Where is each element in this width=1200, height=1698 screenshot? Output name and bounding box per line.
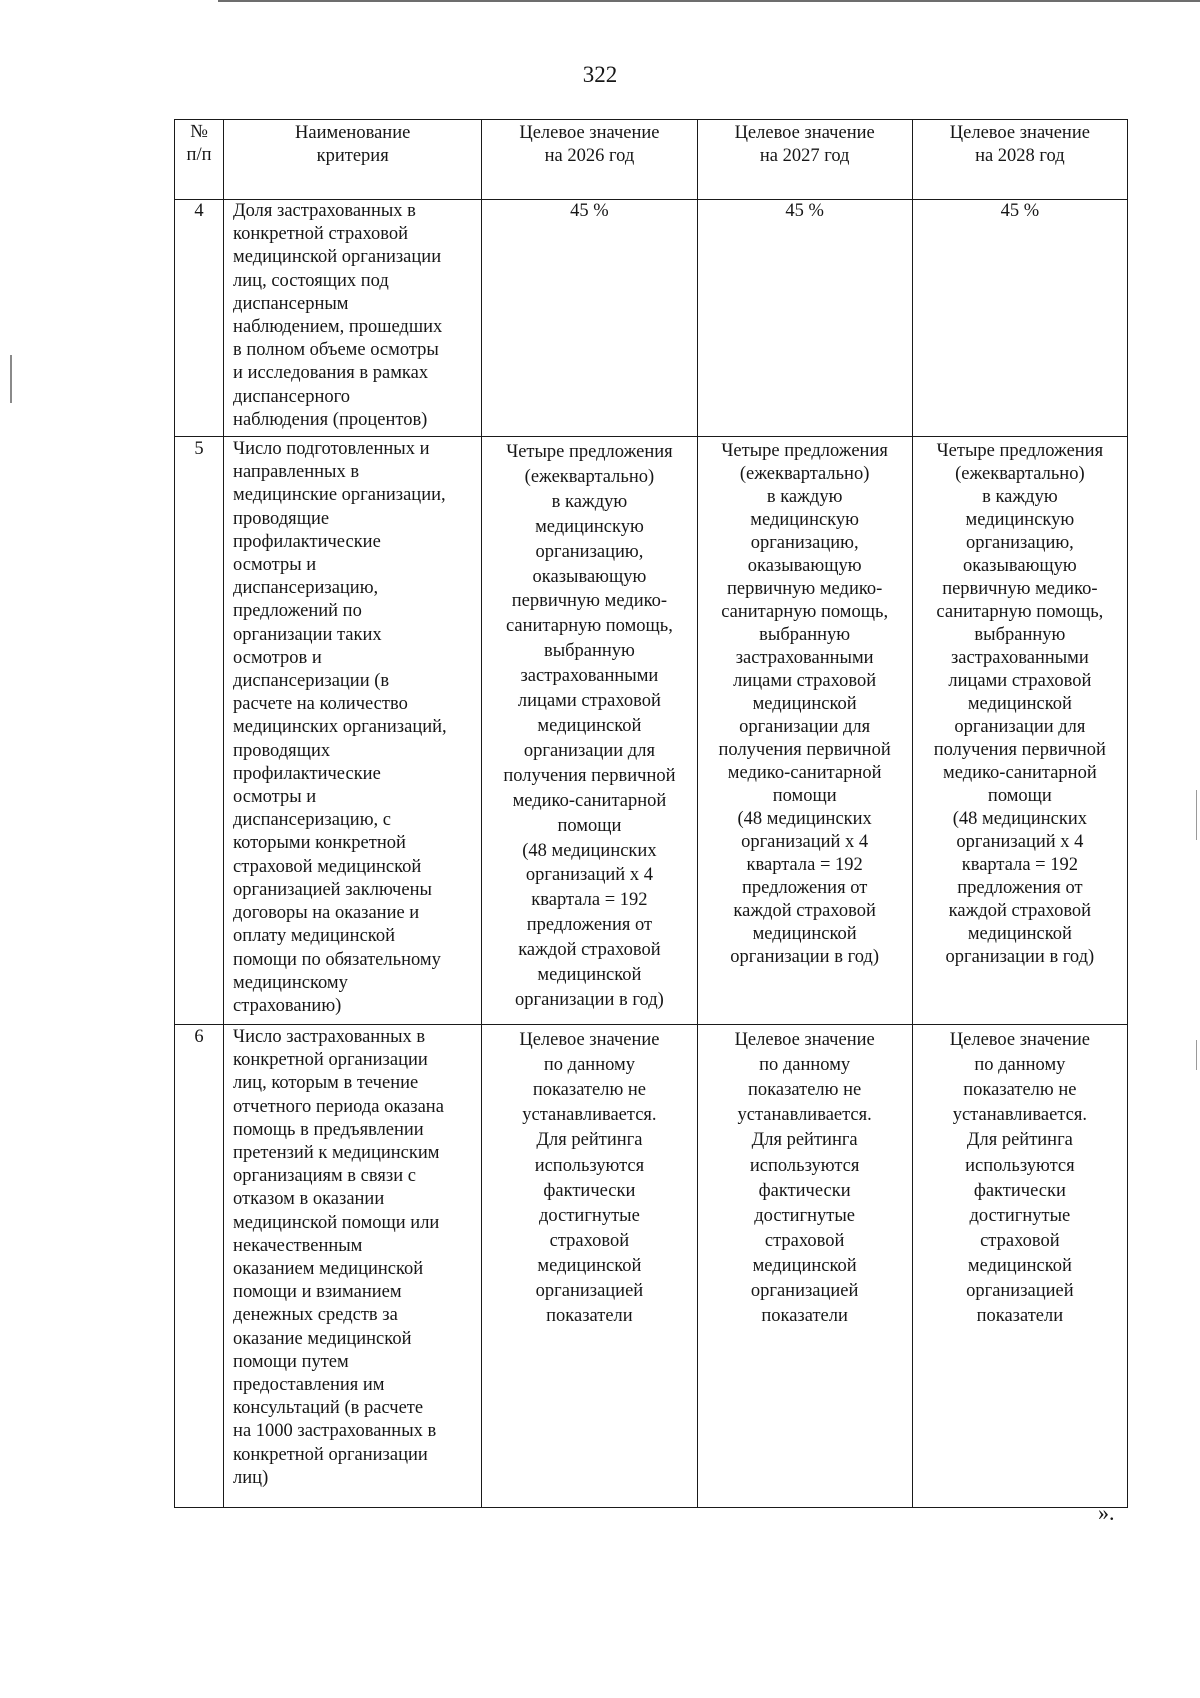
closing-quote-mark: ».: [1098, 1500, 1115, 1525]
criterion-name: Доля застрахованных в конкретной страховой медицинской организации лиц, состоящих под диспансерным наблюдением, прошедших в полном объеме осмотры и исследования в рамках диспансерного наблюдения (процентов): [224, 200, 482, 437]
target-2026: Целевое значение по данному показателю не устанавливается. Для рейтинга используются фактически достигнутые страховой медицинской организацией показатели: [482, 1025, 697, 1508]
criteria-table: [174, 119, 1128, 1508]
target-2028: 45 %: [912, 200, 1127, 437]
target-2028: Целевое значение по данному показателю не устанавливается. Для рейтинга используются фактически достигнутые страховой медицинской организацией показатели: [912, 1025, 1127, 1508]
page-number: 322: [582, 62, 618, 87]
target-2027: Четыре предложения (ежеквартально) в каждую медицинскую организацию, оказывающую первичную медико- санитарную помощь, выбранную застрахованными лицами страховой медицинской организации для получения первичной медико-санитарной помощи (48 медицинских организаций х 4 квартала = 192 предложения от каждой страховой медицинской организации в год): [697, 437, 912, 1025]
header-target-2027: Целевое значение на 2027 год: [697, 120, 912, 200]
scan-top-edge: [218, 0, 1200, 2]
header-criterion-name: Наименование критерия: [224, 120, 482, 200]
scan-left-mark: [10, 355, 12, 403]
scan-right-mark: [1196, 1040, 1197, 1070]
target-2027: 45 %: [697, 200, 912, 437]
header-target-2026: Целевое значение на 2026 год: [482, 120, 697, 200]
target-2027: Целевое значение по данному показателю не устанавливается. Для рейтинга используются фактически достигнутые страховой медицинской организацией показатели: [697, 1025, 912, 1508]
table-header-row: [175, 120, 1128, 200]
table-row: [175, 437, 1128, 1025]
row-number: 5: [175, 437, 224, 1025]
scan-right-mark: [1196, 790, 1197, 840]
criterion-name: Число подготовленных и направленных в медицинские организации, проводящие профилактические осмотры и диспансеризацию, предложений по организации таких осмотров и диспансеризации (в расчете на количество медицинских организаций, проводящих профилактические осмотры и диспансеризацию, с которыми конкретной страховой медицинской организацией заключены договоры на оказание и оплату медицинской помощи по обязательному медицинскому страхованию): [224, 437, 482, 1025]
table-row: [175, 1025, 1128, 1508]
header-number: № п/п: [175, 120, 224, 200]
target-2028: Четыре предложения (ежеквартально) в каждую медицинскую организацию, оказывающую первичную медико- санитарную помощь, выбранную застрахованными лицами страховой медицинской организации для получения первичной медико-санитарной помощи (48 медицинских организаций х 4 квартала = 192 предложения от каждой страховой медицинской организации в год): [912, 437, 1127, 1025]
table-row: [175, 200, 1128, 437]
row-number: 4: [175, 200, 224, 437]
header-target-2028: Целевое значение на 2028 год: [912, 120, 1127, 200]
target-2026: Четыре предложения (ежеквартально) в каждую медицинскую организацию, оказывающую первичную медико- санитарную помощь, выбранную застрахованными лицами страховой медицинской организации для получения первичной медико-санитарной помощи (48 медицинских организаций х 4 квартала = 192 предложения от каждой страховой медицинской организации в год): [482, 437, 697, 1025]
row-number: 6: [175, 1025, 224, 1508]
criterion-name: Число застрахованных в конкретной организации лиц, которым в течение отчетного периода оказана помощь в предъявлении претензий к медицинским организациям в связи с отказом в оказании медицинской помощи или некачественным оказанием медицинской помощи и взиманием денежных средств за оказание медицинской помощи путем предоставления им консультаций (в расчете на 1000 застрахованных в конкретной организации лиц): [224, 1025, 482, 1508]
target-2026: 45 %: [482, 200, 697, 437]
